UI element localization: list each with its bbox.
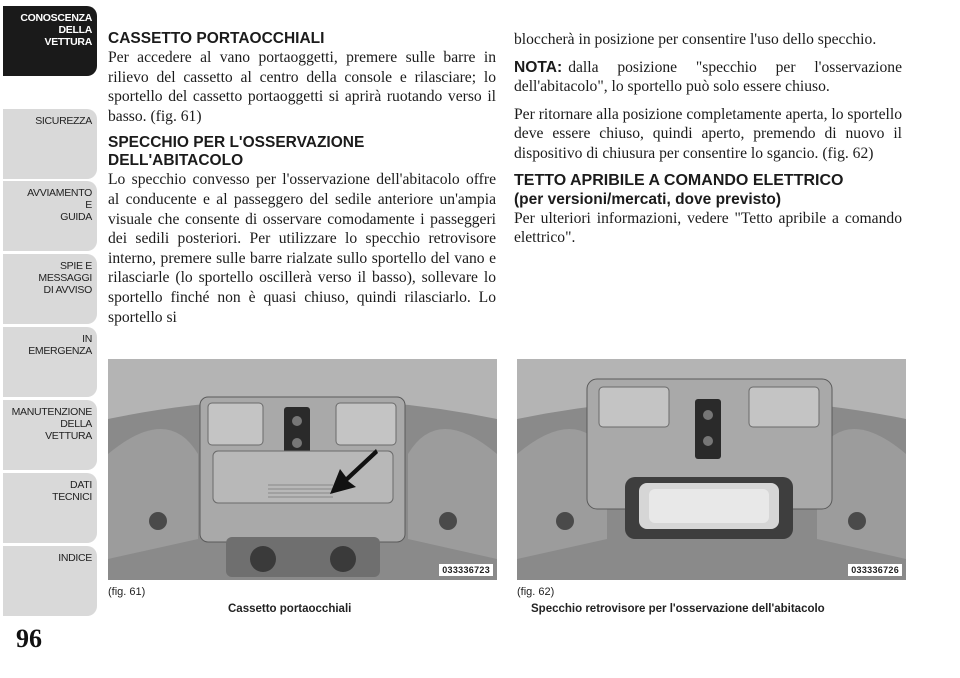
paragraph: Per accedere al vano portaoggetti, premere sulle barre in rilievo del cassetto al centro della console e rilasciare; lo sportello del cassetto portaoggetti si aprirà ruotando verso il basso. (fig. 61): [108, 49, 496, 125]
section-subheading: (per versioni/mercati, dove previsto): [514, 190, 782, 208]
tab-in-emergenza[interactable]: IN EMERGENZA: [3, 327, 97, 397]
figure-code: 033336723: [439, 564, 493, 576]
paragraph: Per ulteriori informazioni, vedere "Tetto apribile a comando elettrico".: [514, 209, 902, 247]
section-heading-cassetto: CASSETTO PORTAOCCHIALI: [108, 30, 325, 47]
cabin-mirror-illustration: [517, 359, 906, 580]
figure-61-caption: Cassetto portaocchiali: [228, 603, 352, 615]
section-heading-tetto: TETTO APRIBILE A COMANDO ELETTRICO: [514, 171, 844, 189]
tab-manutenzione[interactable]: MANUTENZIONE DELLA VETTURA: [3, 400, 97, 470]
tab-dati-tecnici[interactable]: DATI TECNICI: [3, 473, 97, 543]
paragraph: Per ritornare alla posizione completamente aperta, lo sportello deve essere chiuso, quindi aperto, premendo di nuovo il dispositivo di chiusura per consentire lo sgancio. (fig. 62): [514, 105, 902, 162]
note: [514, 58, 902, 97]
overhead-console-illustration: [108, 359, 497, 580]
tab-avviamento-e-guida[interactable]: AVVIAMENTO E GUIDA: [3, 181, 97, 251]
figure-code: 033336726: [848, 564, 902, 576]
figure-62-photo: [517, 359, 906, 580]
note-label: NOTA:: [514, 58, 563, 76]
tab-sicurezza[interactable]: SICUREZZA: [3, 109, 97, 179]
paragraph: Lo specchio convesso per l'osservazione dell'abitacolo offre al conducente e al passeggero del sedile anteriore un'ampia visuale che consente di osservare comodamente i passeggeri dei sedili posteriori. Per utilizzare lo specchio retrovisore interno, premere sulle barre rialzate sullo sportello del vano e rilasciarle (lo sportello oscillerà verso il basso), sollevare lo sportello finché non è quasi chiuso, quindi rilasciarlo. Lo sportello si: [108, 171, 496, 326]
figure-61-reference: (fig. 61): [108, 586, 146, 598]
paragraph: bloccherà in posizione per consentire l'uso dello specchio.: [514, 31, 877, 48]
right-column: [514, 30, 902, 256]
figure-62-caption: Specchio retrovisore per l'osservazione dell'abitacolo: [531, 603, 825, 615]
left-column: [108, 30, 496, 335]
tab-conoscenza-della-vettura[interactable]: CONOSCENZA DELLA VETTURA: [3, 6, 97, 76]
tab-indice[interactable]: INDICE: [3, 546, 97, 616]
tab-spie-e-messaggi[interactable]: SPIE E MESSAGGI DI AVVISO: [3, 254, 97, 324]
page-number: 96: [16, 624, 42, 653]
section-heading-specchio: SPECCHIO PER L'OSSERVAZIONE DELL'ABITACOLO: [108, 134, 365, 170]
note-text: dalla posizione "specchio per l'osservazione dell'abitacolo", lo sportello può solo essere chiuso.: [514, 58, 902, 96]
figure-61-photo: [108, 359, 497, 580]
chapter-sidebar: [0, 0, 100, 640]
figure-62-reference: (fig. 62): [517, 586, 555, 598]
